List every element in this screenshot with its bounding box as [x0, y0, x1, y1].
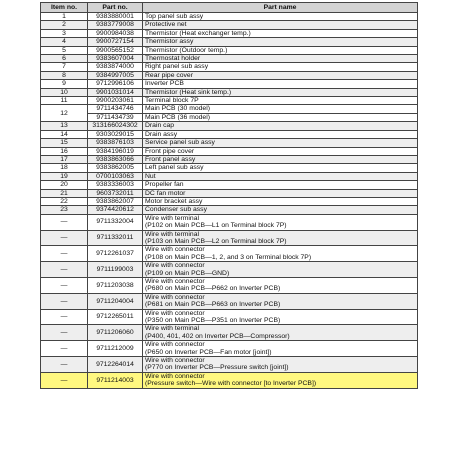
part-name: Condenser sub assy [145, 206, 207, 214]
part-no-cell: 9711199003 [88, 262, 143, 278]
part-name: Front pipe cover [145, 147, 195, 155]
table-row [41, 97, 418, 105]
part-name-cell [143, 372, 418, 388]
table-row [41, 278, 418, 294]
table-row [41, 29, 418, 37]
table-row [41, 197, 418, 205]
part-name-detail: (P400, 401, 402 on Inverter PCB—Compressor) [145, 332, 290, 340]
table-row [41, 189, 418, 197]
part-name: Thermistor (Heat sink temp.) [145, 88, 232, 96]
item-no-cell: — [41, 325, 88, 341]
part-no-cell: 9712996106 [88, 80, 143, 88]
table-row [41, 147, 418, 155]
part-name-cell [143, 46, 418, 54]
part-name-detail: (P350 on Main PCB—P351 on Inverter PCB) [145, 317, 281, 325]
table-row [41, 122, 418, 130]
table-row [41, 372, 418, 388]
part-no-cell: 9383863066 [88, 155, 143, 163]
item-no-cell: — [41, 341, 88, 357]
part-name-cell [143, 325, 418, 341]
item-no-cell: 11 [41, 97, 88, 105]
part-name-cell [143, 80, 418, 88]
part-name: Terminal block 7P [145, 97, 199, 105]
table-row [41, 21, 418, 29]
part-no-cell: 9900984038 [88, 29, 143, 37]
part-name: Wire with connector [145, 246, 205, 254]
item-no-cell: — [41, 372, 88, 388]
part-name-cell [143, 147, 418, 155]
header-item-no: Item no. [41, 3, 88, 13]
part-name: Thermistor assy [145, 38, 194, 46]
part-name-cell [143, 357, 418, 373]
part-name-detail: (P109 on Main PCB—GND) [145, 269, 230, 277]
part-name-detail: (P650 on Inverter PCB—Fan motor [joint]) [145, 348, 272, 356]
part-name-cell [143, 97, 418, 105]
part-name-cell [143, 63, 418, 71]
part-name-cell [143, 139, 418, 147]
table-row [41, 206, 418, 214]
part-name-cell [143, 155, 418, 163]
part-name-cell [143, 197, 418, 205]
part-no-cell: 9711434746 [88, 105, 143, 113]
header-row [41, 3, 418, 13]
table-row [41, 172, 418, 180]
part-no-cell: 9711332011 [88, 230, 143, 246]
part-name-cell [143, 21, 418, 29]
item-no-cell: 15 [41, 139, 88, 147]
item-no-cell: 8 [41, 71, 88, 79]
item-no-cell: — [41, 262, 88, 278]
item-no-cell: 10 [41, 88, 88, 96]
part-name: Right panel sub assy [145, 63, 209, 71]
part-name: Wire with connector [145, 341, 205, 349]
part-name-cell [143, 55, 418, 63]
part-name: Wire with terminal [145, 214, 200, 222]
part-name: Thermistor (Outdoor temp.) [145, 46, 228, 54]
part-no-cell: 313166024302 [88, 122, 143, 130]
item-no-cell: 1 [41, 13, 88, 21]
part-no-cell: 9900727154 [88, 38, 143, 46]
table-row [41, 71, 418, 79]
part-name-cell [143, 71, 418, 79]
table-row [41, 155, 418, 163]
part-name: DC fan motor [145, 189, 186, 197]
table-row [41, 13, 418, 21]
part-name-cell [143, 88, 418, 96]
item-no-cell: 12 [41, 105, 88, 122]
item-no-cell: 14 [41, 130, 88, 138]
part-no-cell: 9711434739 [88, 113, 143, 121]
part-name-cell [143, 122, 418, 130]
part-no-cell: 9383862007 [88, 197, 143, 205]
part-name: Top panel sub assy [145, 13, 204, 20]
part-no-cell: 9711212009 [88, 341, 143, 357]
table-row [41, 88, 418, 96]
part-name-cell [143, 293, 418, 309]
item-no-cell: 4 [41, 38, 88, 46]
part-name-cell [143, 164, 418, 172]
part-name-cell [143, 130, 418, 138]
item-no-cell: 21 [41, 189, 88, 197]
part-name-cell [143, 172, 418, 180]
part-name-cell [143, 309, 418, 325]
item-no-cell: 9 [41, 80, 88, 88]
part-no-cell: 9712261037 [88, 246, 143, 262]
table-row [41, 293, 418, 309]
part-name-cell [143, 29, 418, 37]
item-no-cell: 7 [41, 63, 88, 71]
header-part-name: Part name [143, 3, 418, 13]
item-no-cell: 6 [41, 55, 88, 63]
part-name: Wire with terminal [145, 230, 200, 238]
table-row [41, 164, 418, 172]
item-no-cell: 20 [41, 181, 88, 189]
table-row [41, 357, 418, 373]
item-no-cell: 17 [41, 155, 88, 163]
item-no-cell: 5 [41, 46, 88, 54]
item-no-cell: 3 [41, 29, 88, 37]
part-no-cell: 9900203061 [88, 97, 143, 105]
part-name: Propeller fan [145, 181, 184, 189]
part-name-detail: (P102 on Main PCB—L1 on Terminal block 7P) [145, 222, 287, 230]
part-name: Motor bracket assy [145, 197, 203, 205]
part-no-cell: 9303029015 [88, 130, 143, 138]
table-row [41, 105, 418, 113]
part-name: Inverter PCB [145, 80, 184, 88]
table-row [41, 309, 418, 325]
part-no-cell: 9711203038 [88, 278, 143, 294]
part-name: Service panel sub assy [145, 139, 215, 147]
part-name-detail: (P680 on Main PCB—P662 on Inverter PCB) [145, 285, 281, 293]
part-name: Nut [145, 172, 156, 180]
part-name: Wire with connector [145, 372, 205, 380]
part-name-detail: (P681 on Main PCB—P663 on Inverter PCB) [145, 301, 281, 309]
table-row [41, 46, 418, 54]
part-name: Drain cap [145, 122, 175, 130]
part-name-cell [143, 189, 418, 197]
part-no-cell: 9383880001 [88, 13, 143, 21]
part-name-cell [143, 38, 418, 46]
part-no-cell: 0700103063 [88, 172, 143, 180]
table-row [41, 262, 418, 278]
part-name-cell [143, 278, 418, 294]
part-name: Protective net [145, 21, 187, 29]
table-row [41, 246, 418, 262]
part-name: Thermostat holder [145, 55, 201, 63]
part-name-cell [143, 230, 418, 246]
part-no-cell: 9383874000 [88, 63, 143, 71]
item-no-cell: 16 [41, 147, 88, 155]
item-no-cell: 23 [41, 206, 88, 214]
table-row [41, 325, 418, 341]
table-row [41, 214, 418, 230]
table-row [41, 55, 418, 63]
part-name-detail: (Pressure switch—Wire with connector [to Inverter PCB]) [145, 380, 317, 388]
part-no-cell: 9711214003 [88, 372, 143, 388]
part-name: Wire with connector [145, 278, 205, 285]
table-row [41, 80, 418, 88]
part-no-cell: 9712265011 [88, 309, 143, 325]
item-no-cell: — [41, 246, 88, 262]
part-name: Thermistor (Heat exchanger temp.) [145, 29, 251, 37]
part-no-cell: 9383779008 [88, 21, 143, 29]
part-name-cell [143, 181, 418, 189]
part-no-cell: 9383862005 [88, 164, 143, 172]
parts-table [40, 2, 418, 389]
table-row [41, 181, 418, 189]
part-name-cell: Main PCB (36 model) [143, 113, 418, 121]
part-name-cell [143, 262, 418, 278]
item-no-cell: 22 [41, 197, 88, 205]
part-no-cell: 9711206060 [88, 325, 143, 341]
part-no-cell: 9383336003 [88, 181, 143, 189]
item-no-cell: — [41, 278, 88, 294]
part-name: Wire with terminal [145, 325, 200, 333]
part-no-cell: 9383876103 [88, 139, 143, 147]
part-name: Rear pipe cover [145, 71, 193, 79]
table-row [41, 139, 418, 147]
part-no-cell: 9374420612 [88, 206, 143, 214]
table-header [41, 3, 418, 13]
part-no-cell: 9383607004 [88, 55, 143, 63]
item-no-cell: — [41, 309, 88, 325]
part-name-cell [143, 214, 418, 230]
part-no-cell: 9603732011 [88, 189, 143, 197]
header-part-no: Part no. [88, 3, 143, 13]
part-name: Wire with connector [145, 262, 205, 270]
part-name-cell [143, 341, 418, 357]
part-no-cell: 9712264014 [88, 357, 143, 373]
item-no-cell: — [41, 214, 88, 230]
part-name: Wire with connector [145, 293, 205, 301]
table-row [41, 38, 418, 46]
part-name-detail: (P770 on Inverter PCB—Pressure switch [joint]) [145, 364, 289, 372]
part-name: Wire with connector [145, 357, 205, 365]
table-row [41, 63, 418, 71]
part-no-cell: 9901031014 [88, 88, 143, 96]
part-name-cell [143, 206, 418, 214]
part-name-cell: Main PCB (30 model) [143, 105, 418, 113]
part-name: Wire with connector [145, 309, 205, 317]
part-name: Left panel sub assy [145, 164, 204, 172]
item-no-cell: — [41, 230, 88, 246]
part-name-cell [143, 13, 418, 21]
item-no-cell: 18 [41, 164, 88, 172]
part-name: Front panel assy [145, 155, 196, 163]
item-no-cell: 2 [41, 21, 88, 29]
part-name-detail: (P108 on Main PCB—1, 2, and 3 on Terminal block 7P) [145, 253, 312, 261]
part-name-detail: (P103 on Main PCB—L2 on Terminal block 7P) [145, 237, 287, 245]
part-name-cell [143, 246, 418, 262]
table-row [41, 113, 418, 121]
item-no-cell: — [41, 293, 88, 309]
table-row [41, 341, 418, 357]
part-no-cell: 9711204004 [88, 293, 143, 309]
item-no-cell: 13 [41, 122, 88, 130]
item-no-cell: 19 [41, 172, 88, 180]
part-no-cell: 9384196019 [88, 147, 143, 155]
part-no-cell: 9711332004 [88, 214, 143, 230]
part-no-cell: 9384997005 [88, 71, 143, 79]
part-no-cell: 9900565152 [88, 46, 143, 54]
item-no-cell: — [41, 357, 88, 373]
table-row [41, 130, 418, 138]
table-body [41, 13, 418, 389]
table-row [41, 230, 418, 246]
part-name: Drain assy [145, 130, 178, 138]
